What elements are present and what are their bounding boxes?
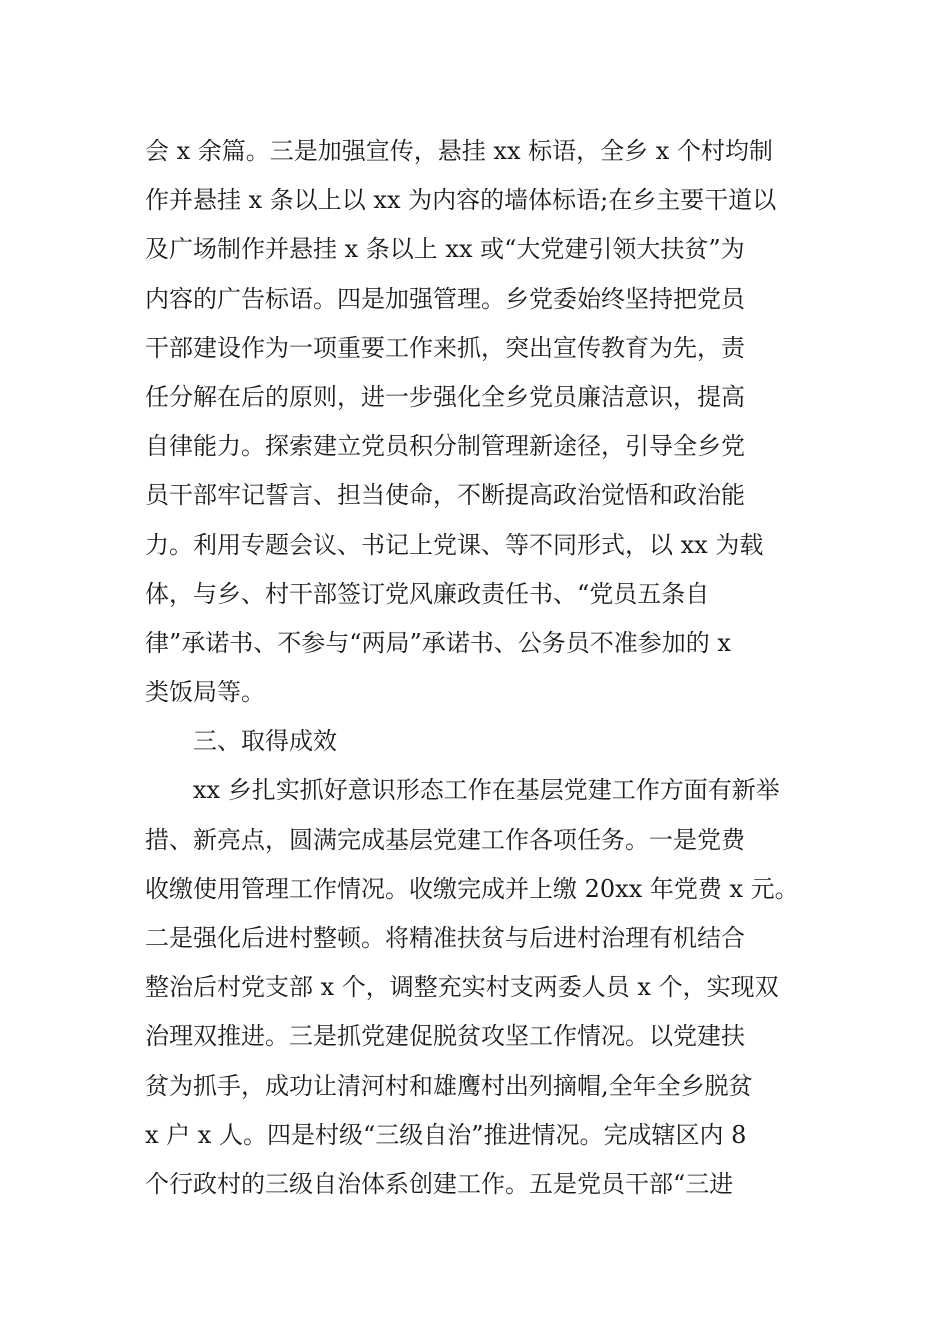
text-line: 内容的广告标语。四是加强管理。乡党委始终坚持把党员 — [145, 284, 745, 313]
text-line: 会 x 余篇。三是加强宣传，悬挂 xx 标语，全乡 x 个村均制 — [145, 137, 773, 165]
text-line: 员干部牢记誓言、担当使命，不断提高政治觉悟和政治能 — [145, 481, 745, 510]
body-text — [145, 127, 835, 1209]
text-line: 律”承诺书、不参与“两局”承诺书、公务员不准参加的 x — [145, 628, 731, 657]
text-line: x 户 x 人。四是村级“三级自治”推进情况。完成辖区内 8 — [145, 1120, 747, 1149]
text-line: 体，与乡、村干部签订党风廉政责任书、“党员五条自 — [145, 579, 710, 608]
text-line: 力。利用专题会议、书记上党课、等不同形式，以 xx 为载 — [145, 530, 764, 559]
text-line: 及广场制作并悬挂 x 条以上 xx 或“大党建引领大扶贫”为 — [145, 235, 745, 264]
text-line: 贫为抓手，成功让清河村和雄鹰村出列摘帽,全年全乡脱贫 — [145, 1071, 753, 1100]
text-line: 自律能力。探索建立党员积分制管理新途径，引导全乡党 — [145, 432, 745, 461]
text-line: 治理双推进。三是抓党建促脱贫攻坚工作情况。以党建扶 — [145, 1022, 745, 1051]
text-line: 干部建设作为一项重要工作来抓，突出宣传教育为先，责 — [145, 333, 745, 362]
text-line: 任分解在后的原则，进一步强化全乡党员廉洁意识，提高 — [145, 382, 745, 411]
text-line: 收缴使用管理工作情况。收缴完成并上缴 20xx 年党费 x 元。 — [145, 874, 799, 903]
text-line: 措、新亮点，圆满完成基层党建工作各项任务。一是党费 — [145, 825, 745, 854]
text-line: 类饭局等。 — [145, 678, 265, 707]
text-line: 个行政村的三级自治体系创建工作。五是党员干部“三进 — [145, 1169, 734, 1198]
section-heading: 三、取得成效 — [193, 727, 337, 756]
text-line: 二是强化后进村整顿。将精准扶贫与后进村治理有机结合 — [145, 924, 745, 952]
text-line: 作并悬挂 x 条以上以 xx 为内容的墙体标语;在乡主要干道以 — [145, 186, 777, 215]
text-line: xx 乡扎实抓好意识形态工作在基层党建工作方面有新举 — [193, 776, 780, 805]
text-line: 整治后村党支部 x 个，调整充实村支两委人员 x 个，实现双 — [145, 973, 779, 1002]
